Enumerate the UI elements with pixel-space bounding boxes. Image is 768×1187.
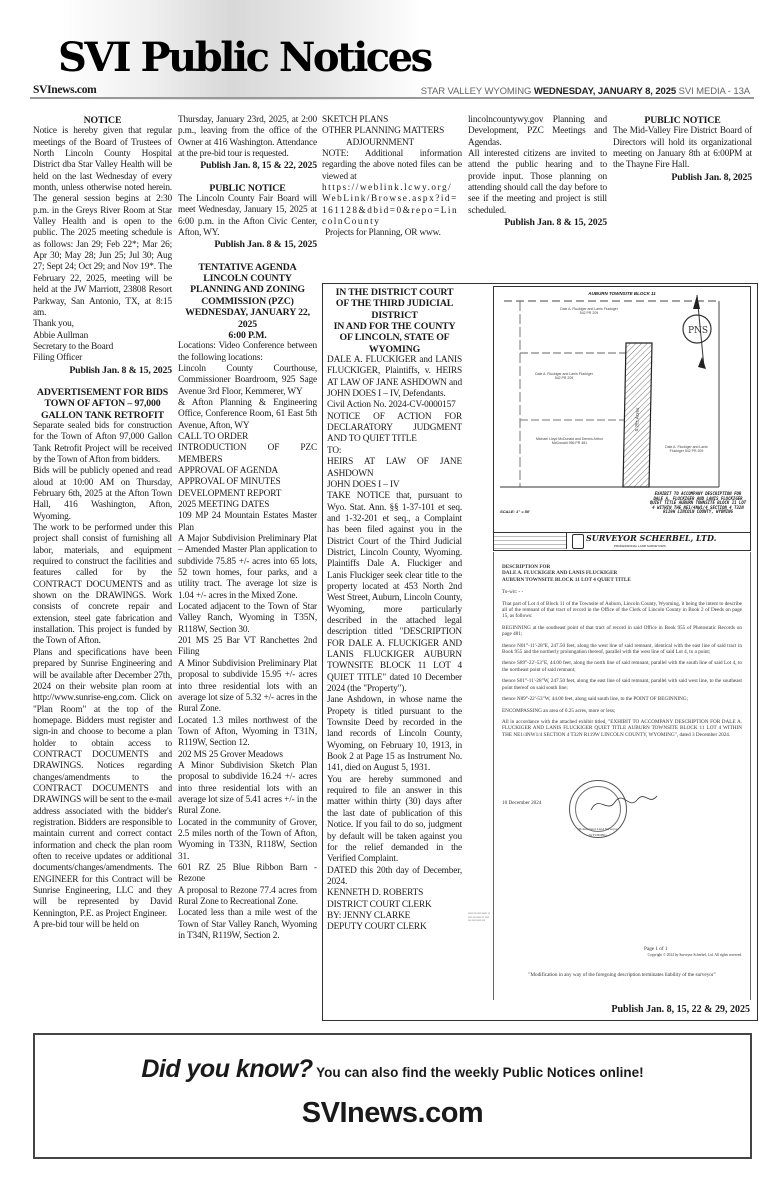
agenda-heading: LINCOLN COUNTY	[203, 273, 292, 285]
seal-text: Professional Land Surveyor WYOMING	[578, 827, 618, 838]
bids-paragraph: Separate sealed bids for construction for the Town of Afton 97,000 Gallon Tank Retrofit Project will be received by the Town of Afton from bidders.	[33, 420, 172, 465]
agenda-note: lincolncountywy.gov Planning and Development, PZC Meetings and Agendas.	[468, 115, 607, 148]
agenda-note: NOTE: Additional information regarding the above noted files can be viewed at	[322, 149, 462, 182]
bids-heading: GALLON TANK RETROFIT	[41, 409, 164, 421]
agenda-line: A proposal to Rezone 77.4 acres from Rural Zone to Recreational Zone.	[178, 885, 317, 908]
description-paragraph: That part of Lot 4 of Block 11 of the Townsite of Auburn, Lincoln County, Wyoming, it being the intent to describe all of the remnant of that tract of record in the Office of the Clerk of Lincoln County in Book 2 of Deeds on page 15, as follows:	[502, 600, 742, 620]
did-you-know: Did you know?	[141, 1055, 313, 1083]
agenda-line: Located 1.3 miles northwest of the Town of Afton, Wyoming in T31N, R119W, Section 12.	[178, 715, 317, 749]
signature-line: BY: JENNY CLARKE	[327, 910, 411, 921]
fire-body: The Mid-Valley Fire District Board of Directors will hold its organizational meeting on January 8th at 6:00PM at the Thayne Fire Hall.	[613, 126, 752, 171]
signature-line: DEPUTY COURT CLERK	[327, 922, 427, 933]
agenda-line: ADJOURNMENT	[346, 137, 415, 148]
description-heading: DESCRIPTION FOR	[502, 564, 551, 570]
column-3	[322, 115, 462, 240]
surveyor-subtitle: PROFESSIONAL LAND SURVEYORS	[614, 544, 666, 548]
svg-text:PNS: PNS	[688, 326, 709, 336]
agenda-line: DEVELOPMENT REPORT	[178, 488, 282, 499]
map-owner-label: Dale A. Fluckiger and Lanis Fluckiger 542 PR 209	[665, 445, 708, 454]
copyright: Copyright © 2024 by Surveyor Scherbel, Ltd. All rights reserved.	[647, 953, 742, 957]
fair-body: The Lincoln County Fair Board will meet Wednesday, January 15, 2025 at 6:00 p.m. in the Afton Civic Center, Afton, WY.	[178, 194, 317, 239]
publish-dates: Publish Jan. 8 & 15, 2025	[69, 364, 172, 376]
agenda-line: Located adjacent to the Town of Star Valley Ranch, Wyoming in T35N, R118W, Section 30.	[178, 602, 317, 635]
bids-paragraph: Thursday, January 23rd, 2025, at 2:00 p.m., leaving from the office of the Owner at 416 Washington. Attendance at the pre-bid tour is requested.	[178, 115, 317, 160]
column-2	[178, 115, 317, 942]
bids-heading: ADVERTISEMENT FOR BIDS	[36, 386, 169, 398]
page-number: SVI MEDIA - 13A	[678, 86, 750, 97]
signature-mark	[589, 792, 659, 817]
publish-dates: Publish Jan. 8 & 15, 2025	[504, 217, 607, 229]
agenda-heading: WEDNESDAY, JANUARY 22,	[185, 307, 310, 319]
agenda-line: A Major Subdivision Preliminary Plat – Amended Master Plan application to subdivide 75.85 +/- acres into 65 lots, 52 town homes, four parks, and a utility tract. The average lot size is 1.04 +/- acres in the Mixed Zone.	[178, 534, 317, 601]
court-publish-dates: Publish Jan. 8, 15, 22 & 29, 2025	[611, 1004, 750, 1015]
location: STAR VALLEY WYOMING	[420, 86, 532, 97]
agenda-line: Located in the community of Grover, 2.5 miles north of the Town of Afton, Wyoming in T33N, R118W, Section 31.	[178, 817, 317, 862]
description-heading: AUBURN TOWNSITE BLOCK 11 LOT 4 QUIET TITLE	[502, 576, 631, 583]
surveyor-title-block	[493, 532, 751, 551]
survey-exhibit-map	[493, 286, 751, 532]
court-heading: WYOMING	[368, 343, 421, 355]
agenda-heading: PLANNING AND ZONING	[190, 284, 305, 296]
promo-box	[33, 1033, 752, 1159]
bids-paragraph: The work to be performed under this project shall consist of furnishing all labor, materials, and equipment required to construct the facilities and features called for by the CONTRACT DOCUMENTS and as shown on the DRAWINGS. Work consists of concrete repair and extension, steel gate fabrication and installation. This project is funded by the Town of Afton.	[33, 523, 172, 647]
agenda-line: Located less than a mile west of the Town of Star Valley Ranch, Wyoming in T34N, R119W, Section 2.	[178, 908, 317, 942]
agenda-line: 202 MS 25 Grover Meadows	[178, 749, 283, 760]
surveyor-logo-icon	[572, 534, 584, 549]
agenda-note: Projects for Planning, OR www.	[325, 228, 441, 239]
agenda-line: A Minor Subdivision Sketch Plan proposal to subdivide 16.24 +/- acres into three residential lots with an average lot size of 5.41 acres +/- in the Rural Zone.	[178, 760, 317, 817]
court-heading: OF LINCOLN, STATE OF	[339, 332, 450, 344]
agenda-line: OTHER PLANNING MATTERS	[322, 126, 445, 137]
publish-dates: Publish Jan. 8, 2025	[671, 171, 752, 183]
legal-description-document	[493, 552, 751, 1000]
agenda-line: APPROVAL OF AGENDA	[178, 465, 279, 476]
map-owner-label: Dale A. Fluckiger and Lanis Fluckiger 542 PR 209	[560, 307, 618, 316]
issue-date: WEDNESDAY, JANUARY 8, 2025	[533, 86, 677, 97]
agenda-line: INTRODUCTION OF PZC MEMBERS	[178, 443, 317, 465]
description-paragraph: All in accordance with the attached exhibit titled, "EXHIBIT TO ACCOMPANY DESCRIPTION FOR DALE A. FLUCKIGER AND LANIS FLUCKIGER QUIET TITLE AUBURN TOWNSITE BLOCK 11 LOT 4 WITHIN THE NE1/4NW1/4 SECTION 4 T32N R119W LINCOLN COUNTY, WYOMING", dated 3 December 2024.	[502, 718, 742, 738]
dateline	[421, 86, 750, 97]
court-heading: OF THE THIRD JUDICIAL	[335, 298, 454, 310]
bids-paragraph: Plans and specifications have been prepared by Sunrise Engineering and will be available after December 27th, 2024 on their website plan room at http://www.sunrise-eng.com. Click on "Plan Room" at the top of the homepage. Bidders must register and sign-in and choose to become a plan holder to obtain access to CONTRACT DOCUMENTS and DRAWINGS. Notices regarding changes/amendments to the CONTRACT DOCUMENTS and DRAWINGS will be sent to the e-mail address associated with the bidder's registration. Bidders are responsible to maintain current and correct contact information and check the plan room often to receive updates or additional documents/changes/amendments. The ENGINEER for this Contract will be Sunrise Engineering, LLC and they will be represented by David Kennington, P.E. as Project Engineer.	[33, 647, 172, 919]
column-5	[613, 115, 752, 183]
agenda-line: APPROVAL OF MINUTES	[178, 477, 281, 488]
page-title: SVI Public Notices	[58, 34, 431, 81]
court-paragraph: Civil Action No. 2024-CV-0000157	[327, 400, 456, 411]
description-date: 10 December 2024	[502, 800, 542, 806]
court-paragraph: TO:	[327, 445, 342, 456]
court-paragraph: TAKE NOTICE that, pursuant to Wyo. Stat. Ann. §§ 1-37-101 et seq. and 1-32-201 et seq., a Complaint has been filed against you in the District Court of the Third Judicial District, Lincoln County, Wyoming. Plaintiffs Dale A. Fluckiger and Lanis Fluckiger seek clear title to the property located at 453 North 2nd West Street, Auburn, Lincoln County, Wyoming, more particularly described in the attached legal description titled "DESCRIPTION FOR DALE A. FLUCKIGER AND LANIS FLUCKIGER AUBURN TOWNSITE BLOCK 11 LOT 4 QUIET TITLE" dated 10 December 2024 (the "Property").	[327, 491, 462, 695]
description-paragraph: thence S01°-11'-28"W, 247.50 feet, along the east line of said remnant, parallel with said west line, to the southeast point thereof on said south line;	[502, 678, 742, 691]
map-owner-label: Dale A. Fluckiger and Lanis Fluckiger 542 PR 209	[535, 372, 593, 381]
agenda-line: CALL TO ORDER	[178, 431, 249, 442]
court-paragraph: JOHN DOES I – IV	[327, 479, 400, 490]
signoff-line: Abbie Aullman	[33, 330, 89, 341]
agenda-line: 109 MP 24 Mountain Estates Master Plan	[178, 511, 317, 533]
agenda-heading: 6:00 P.M.	[228, 329, 267, 341]
description-paragraph: thence N01°-11'-28"E, 247.50 feet, along the west line of said remnant, identical with the east line of said tract in Book 955 and the northerly prolongation thereof, parallel with the west line of said Lot 4, to a point;	[502, 642, 742, 656]
exhibit-title: EXHIBIT TO ACCOMPANY DESCRIPTION FOR DALE A. FLUCKIGER AND LANIS FLUCKIGER QUIET TITLE AUBURN TOWNSITE BLOCK 11 LOT 4 WITHIN THE NE1/4NW1/4 SECTION 4 T32N R119W LINCOLN COUNTY, WYOMING	[649, 491, 747, 515]
bids-paragraph: Bids will be publicly opened and read aloud at 10:00 AM on Thursday, February 6th, 2025 at the Afton Town Hall, 416 Washington, Afton, Wyoming.	[33, 466, 172, 522]
signoff-line: Thank you,	[33, 319, 74, 330]
promo-text	[35, 1055, 750, 1084]
court-heading: IN AND FOR THE COUNTY	[333, 321, 456, 333]
site-name: SVInews.com	[33, 84, 97, 96]
signature-line: KENNETH D. ROBERTS	[327, 888, 424, 899]
court-paragraph: HEIRS AT LAW OF JANE ASHDOWN	[327, 457, 462, 479]
fair-heading: PUBLIC NOTICE	[209, 182, 286, 194]
agenda-line: Locations: Video Conference between the following locations:	[178, 341, 317, 363]
column-1	[33, 115, 172, 931]
bids-paragraph: A pre-bid tour will be held on	[33, 920, 140, 931]
agenda-line: 201 MS 25 Bar VT Ranchettes 2nd Filing	[178, 636, 317, 658]
promo-site-link[interactable]: SVInews.com	[301, 1097, 484, 1129]
agenda-line: 601 RZ 25 Blue Ribbon Barn - Rezone	[178, 863, 317, 885]
court-heading: DISTRICT	[371, 309, 418, 321]
fire-heading: PUBLIC NOTICE	[644, 115, 721, 126]
agenda-line: 2025 MEETING DATES	[178, 500, 270, 510]
signoff-line: Secretary to the Board	[33, 341, 114, 352]
court-paragraph: You are hereby summoned and required to file an answer in this matter within thirty (30) days after the last date of publication of this Notice. If you fail to do so, judgment by default will be taken against you for the relief demanded in the Verified Complaint.	[327, 774, 462, 865]
bids-heading: TOWN OF AFTON – 97,000	[44, 398, 161, 410]
map-acres-label: 0.25± Acres	[634, 407, 640, 432]
description-paragraph: thence N89°-22'-53"W, 44.00 feet, along said south line, to the POINT OF BEGINNING;	[502, 696, 689, 703]
description-paragraph: To-wit: - -	[502, 589, 524, 596]
agenda-heading: 2025	[238, 318, 257, 330]
publish-dates: Publish Jan. 8 & 15, 2025	[214, 239, 317, 251]
signoff-line: Filing Officer	[33, 353, 83, 364]
description-paragraph: thence S89°-22'-53"E, 44.00 feet, along the north line of said remnant, parallel with the south line of said Lot 4, to the northeast point of said remnant;	[502, 660, 742, 673]
liability-note: "Modification in any way of the foregoing description terminates liability of the surveyor"	[528, 972, 716, 978]
agenda-heading: TENTATIVE AGENDA	[198, 261, 297, 273]
agenda-line: SKETCH PLANS	[322, 115, 389, 125]
notice-body: Notice is hereby given that regular meetings of the Board of Trustees of North Lincoln County Hospital District dba Star Valley Health will be held on the last Wednesday of every month, unless otherwise noted herein. The general session begins at 2:30 p.m. in the Greys River Room at Star Valley Health and is open to the public. The 2025 meeting schedule is as follows: Jan 29; Feb 22*; Mar 26; Apr 30; May 28; Jun 25; Jul 30; Aug 27; Sept 24; Oct 29; and Nov 19*. The February 22, 2025, meeting will be held at the JW Marriott, 23808 Resort Parkway, San Antonio, TX, at 8:15 am.	[33, 126, 172, 318]
court-paragraph: DATED this 20th day of December, 2024.	[327, 865, 462, 887]
agenda-note: All interested citizens are invited to attend the public hearing and to provide input. Those planning on attending should call the day before to see if the meeting and project is still scheduled.	[468, 149, 607, 216]
notice-heading: NOTICE	[83, 115, 122, 126]
court-paragraph: DALE A. FLUCKIGER and LANIS FLUCKIGER, Plaintiffs, v. HEIRS AT LAW OF JANE ASHDOWN and JOHN DOES I – IV, Defendants.	[327, 355, 462, 400]
signature-line: DISTRICT COURT CLERK	[327, 899, 432, 910]
column-4	[468, 115, 607, 228]
map-scale: SCALE: 1" = 50'	[500, 509, 531, 514]
court-notice-text	[327, 287, 462, 934]
agenda-line: & Afton Planning & Engineering Office, Conference Room, 61 East 5th Avenue, Afton, WY	[178, 397, 317, 431]
weblink-url[interactable]: https://weblink.lcwy.org/WebLink/Browse.aspx?id=161128&dbid=0&repo=LincolnCounty	[322, 183, 459, 228]
map-block-label: AUBURN TOWNSITE BLOCK 11	[588, 291, 656, 296]
description-paragraph: ENCOMPASSING an area of 0.25 acres, more or less;	[502, 707, 616, 714]
promo-message: You can also find the weekly Public Notices online!	[312, 1065, 644, 1080]
court-paragraph: Jane Ashdown, in whose name the Propety is titled pursuant to the Townsite Deed by recorded in the land records of Lincoln County, Wyoming, on February 10, 1913, in Book 2 at Page 15 as Instrument No. 141, died on August 5, 1931.	[327, 695, 462, 774]
description-heading: DALE A. FLUCKIGER AND LANIS FLUCKIGER	[502, 570, 618, 577]
publish-dates: Publish Jan. 8, 15 & 22, 2025	[200, 160, 317, 172]
agenda-heading: COMMISSION (PZC)	[201, 295, 294, 307]
header-rule	[30, 97, 754, 99]
agenda-line: Lincoln County Courthouse, Commissioner Boardroom, 925 Sage Avenue 3rd Floor, Kemmerer, WY	[178, 363, 317, 397]
map-owner-label: Michael Lloyd McDonald and Dennis Arthur McDonald 956 PR 481	[535, 437, 604, 446]
surveyor-firm: SURVEYOR SCHERBEL, LTD.	[586, 533, 717, 543]
court-paragraph: NOTICE OF ACTION FOR DECLARATORY JUDGMENT AND TO QUIET TITLE	[327, 411, 462, 445]
side-credentials: ▪▪▪▪▪ ▪▪▪ ▪▪▪▪ ▪▪▪▪▪ ▪▪ ▪▪▪▪ ▪▪▪ ▪▪▪▪▪ ▪▪ ▪▪▪▪ ▪▪▪ ▪▪▪▪ ▪▪▪▪▪ ▪▪▪	[468, 911, 490, 923]
description-paragraph: BEGINNING at the southeast point of that tract of record in said Office in Book 955 of Photostatic Records on page 481;	[502, 624, 742, 638]
agenda-line: A Minor Subdivision Preliminary Plat proposal to subdivide 15.95 +/- acres into three residential lots with an average lot size of 5.32 +/- acres in the Rural Zone.	[178, 658, 317, 715]
court-heading: IN THE DISTRICT COURT	[335, 287, 454, 298]
page-count: Page 1 of 1	[644, 946, 668, 952]
